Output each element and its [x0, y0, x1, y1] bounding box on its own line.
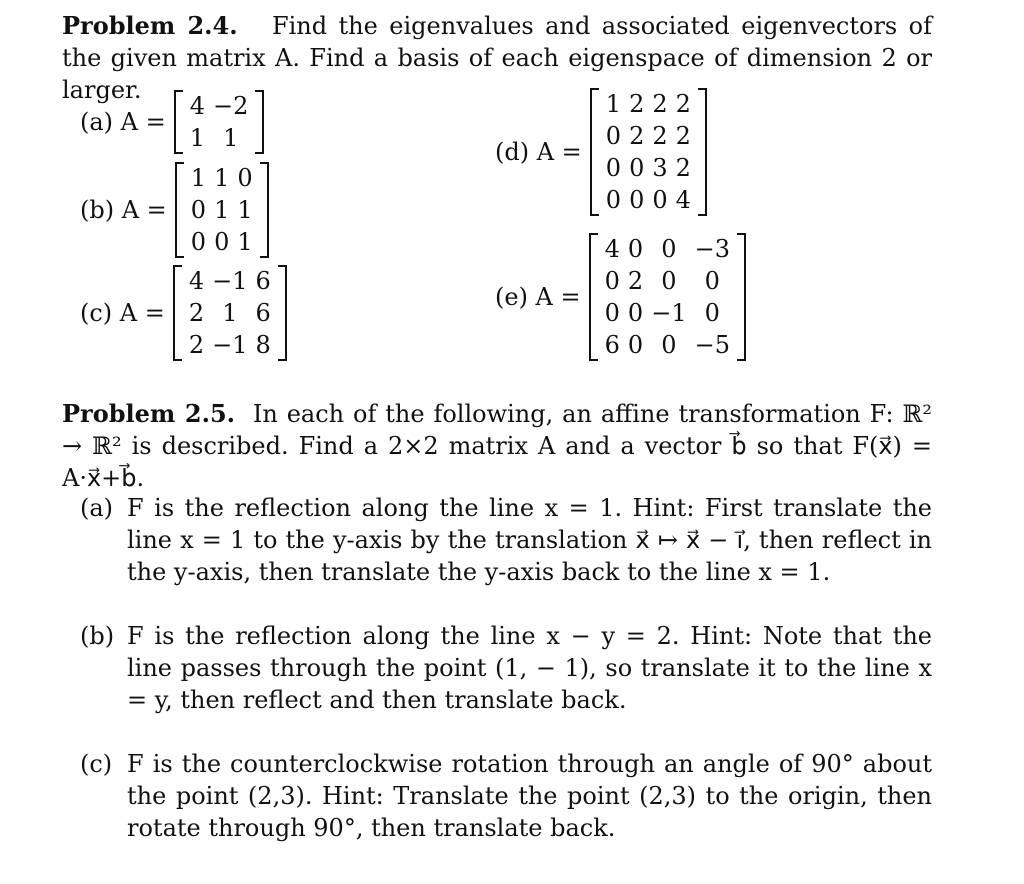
matrix-e-grid	[601, 233, 734, 361]
matrix-c	[173, 265, 287, 361]
matrix-e-cell: 0	[627, 331, 644, 359]
matrix-e-cell: 0	[661, 235, 677, 263]
matrix-b-cell: 1	[190, 164, 207, 192]
matrix-e-cell: 0	[704, 299, 720, 327]
matrix-d-cell: 2	[629, 90, 645, 118]
matrix-a	[174, 90, 265, 154]
item-a-label: (a)	[80, 494, 114, 522]
matrix-d-cell: 0	[605, 186, 622, 214]
matrix-d-label: (d) A =	[495, 138, 582, 166]
matrix-b-cell: 0	[237, 164, 253, 192]
matrix-e-cell: 0	[604, 267, 620, 295]
matrix-e-cell: 4	[604, 235, 620, 263]
matrix-e-cell: 2	[627, 267, 644, 295]
matrix-b-cell: 1	[214, 196, 230, 224]
matrix-e-cell: 0	[627, 235, 644, 263]
item-b-text: F is the reflection along the line x − y = 2. Hint: Note that the line passes through the point (1, − 1), so translate it to the line x = y, then reflect and then translate back.	[127, 622, 932, 714]
matrix-d-cell: 4	[675, 186, 691, 214]
matrix-c-cell: 1	[222, 299, 238, 327]
matrix-a-cell: 4	[189, 92, 206, 120]
matrix-c-cell: 8	[255, 331, 271, 359]
problem-2-5-item-a	[80, 492, 932, 588]
matrix-b-cell: 0	[214, 228, 230, 256]
matrix-b-cell: 0	[190, 228, 207, 256]
matrix-e-cell: 0	[604, 299, 620, 327]
matrix-d-cell: 1	[605, 90, 622, 118]
item-b-label: (b)	[80, 622, 115, 650]
matrix-d-cell: 2	[652, 90, 668, 118]
matrix-e-block	[495, 233, 746, 361]
matrix-e-cell: −3	[694, 235, 730, 263]
matrix-c-cell: 6	[255, 267, 271, 295]
item-c-label: (c)	[80, 750, 113, 778]
matrix-e-cell: 0	[704, 267, 720, 295]
matrix-c-cell: −1	[212, 267, 248, 295]
matrix-b-block	[80, 162, 269, 258]
matrix-b	[175, 162, 269, 258]
matrix-e-cell: −1	[651, 299, 687, 327]
problem-2-5-item-b	[80, 620, 932, 716]
matrix-b-grid	[187, 162, 257, 258]
matrix-b-label: (b) A =	[80, 196, 167, 224]
matrix-d-cell: 2	[675, 122, 691, 150]
matrix-e-cell: 0	[661, 331, 677, 359]
matrix-a-cell: 1	[189, 124, 206, 152]
matrix-e	[589, 233, 746, 361]
matrix-c-cell: 2	[188, 299, 205, 327]
matrix-b-cell: 1	[237, 196, 253, 224]
matrix-a-grid	[186, 90, 253, 154]
matrix-e-cell: 0	[627, 299, 644, 327]
matrix-e-cell: −5	[694, 331, 730, 359]
matrix-d-cell: 0	[629, 186, 645, 214]
problem-2-4-text: Find the eigenvalues and associated eigenvectors of the given matrix A. Find a basis of each eigenspace of dimension 2 or larger.	[62, 12, 933, 104]
matrix-d-cell: 0	[605, 154, 622, 182]
item-a-text: F is the reflection along the line x = 1. Hint: First translate the line x = 1 to the y-axis by the translation x⃗ ↦ x⃗ − i⃗, then reflect in the y-axis, then translate the y-axis back to the line x = 1.	[127, 494, 932, 586]
item-c-text: F is the counterclockwise rotation through an angle of 90° about the point (2,3). Hint: Translate the point (2,3) to the origin, then rotate through 90°, then translate back.	[127, 750, 932, 842]
matrix-c-cell: 2	[188, 331, 205, 359]
matrix-d-block	[495, 88, 707, 216]
matrix-b-cell: 1	[214, 164, 230, 192]
matrix-a-cell: −2	[213, 92, 249, 120]
matrix-d-cell: 3	[652, 154, 668, 182]
matrix-e-label: (e) A =	[495, 283, 581, 311]
matrix-e-cell: 6	[604, 331, 620, 359]
matrix-d-cell: 2	[629, 122, 645, 150]
matrix-b-cell: 0	[190, 196, 207, 224]
problem-2-5-heading: Problem 2.5.	[62, 399, 236, 428]
matrix-d-cell: 0	[605, 122, 622, 150]
matrix-d-cell: 0	[652, 186, 668, 214]
matrix-c-cell: 6	[255, 299, 271, 327]
matrix-c-cell: 4	[188, 267, 205, 295]
matrix-d-cell: 0	[629, 154, 645, 182]
matrix-c-label: (c) A =	[80, 299, 165, 327]
matrix-d-cell: 2	[675, 90, 691, 118]
matrix-c-grid	[185, 265, 275, 361]
problem-2-5	[62, 398, 932, 494]
matrix-e-cell: 0	[661, 267, 677, 295]
matrix-d-cell: 2	[652, 122, 668, 150]
problem-2-4-heading: Problem 2.4.	[62, 11, 238, 40]
problem-2-5-text: In each of the following, an affine transformation F: ℝ² → ℝ² is described. Find a 2×2 matrix A and a vector b⃗ so that F(x⃗) = A·x⃗+b⃗.	[62, 400, 933, 492]
matrix-c-block	[80, 265, 287, 361]
matrix-d	[590, 88, 707, 216]
matrix-a-block	[80, 90, 264, 154]
matrix-a-cell: 1	[223, 124, 239, 152]
matrix-d-cell: 2	[675, 154, 691, 182]
problem-2-5-item-c	[80, 748, 932, 844]
matrix-d-grid	[602, 88, 695, 216]
matrix-a-label: (a) A =	[80, 108, 166, 136]
matrix-c-cell: −1	[212, 331, 248, 359]
matrix-b-cell: 1	[237, 228, 253, 256]
